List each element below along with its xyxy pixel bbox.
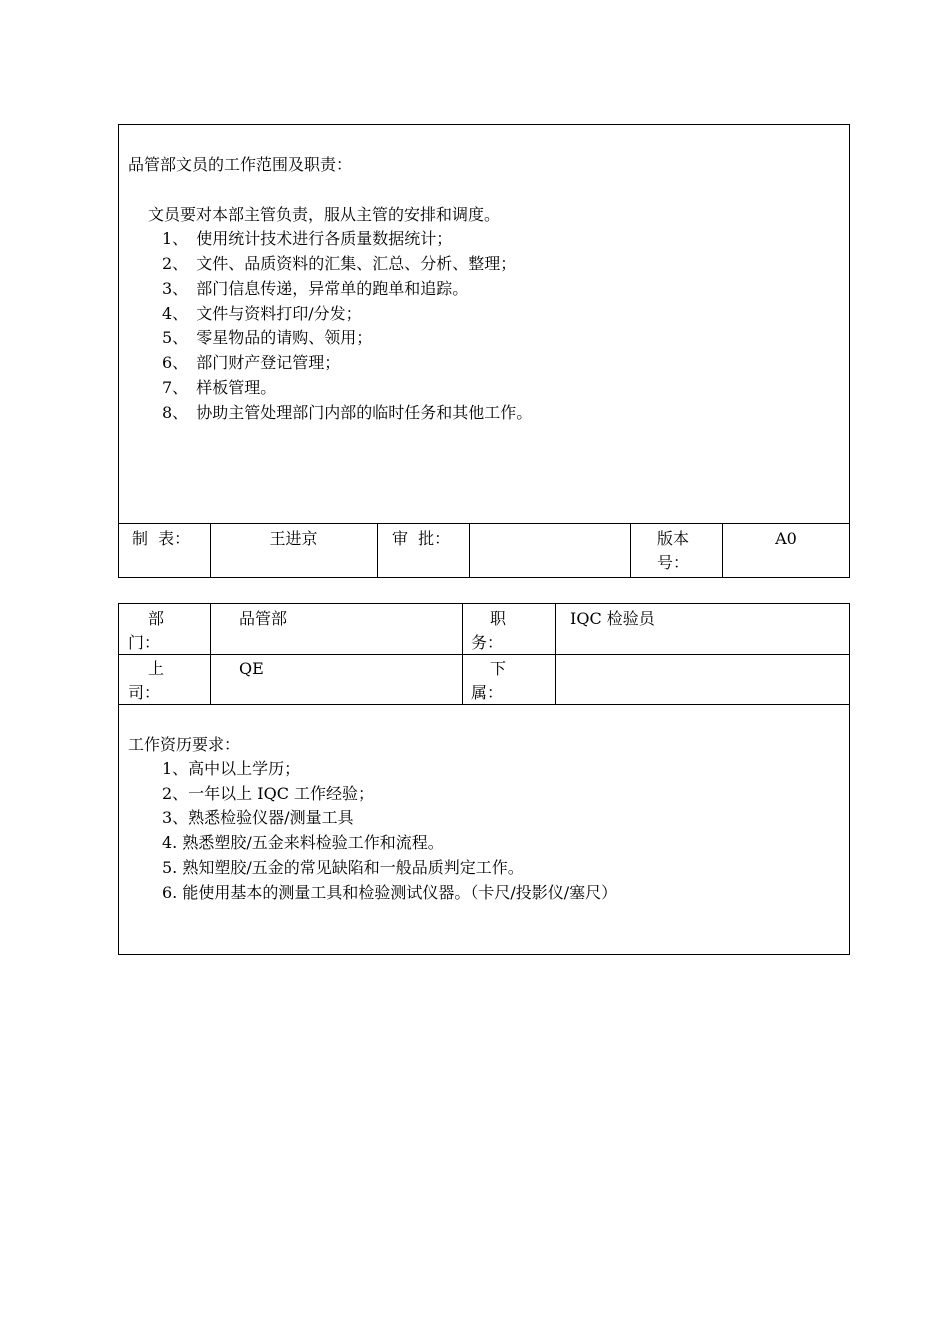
list-item-number: 3、 (162, 279, 189, 298)
superior-label-line2: 司： (128, 683, 161, 702)
position-label-line1: 职 (490, 609, 507, 628)
version-value: A0 (775, 529, 797, 548)
list-item (162, 226, 452, 251)
list-item (162, 251, 516, 276)
list-item-text: 文件、品质资料的汇集、汇总、分析、整理； (196, 254, 517, 273)
column-divider (469, 523, 470, 578)
position-table (118, 603, 850, 955)
list-item: 2、一年以上 IQC 工作经验； (162, 784, 375, 803)
list-item: 6. 能使用基本的测量工具和检验测试仪器。（卡尺/投影仪/塞尺） (162, 883, 618, 902)
list-item: 5. 熟知塑胶/五金的常见缺陷和一般品质判定工作。 (162, 858, 524, 877)
list-item-number: 4、 (162, 304, 189, 323)
department-value: 品管部 (239, 609, 288, 628)
column-divider (462, 604, 463, 704)
prepared-by-value: 王进京 (269, 529, 318, 548)
list-item (162, 276, 468, 301)
list-item-text: 使用统计技术进行各质量数据统计； (196, 229, 453, 248)
duties-intro: 文员要对本部主管负责，服从主管的安排和调度。 (148, 205, 501, 224)
superior-value: QE (239, 659, 264, 678)
column-divider (630, 523, 631, 578)
list-item-text: 部门财产登记管理； (196, 353, 341, 372)
list-item-text: 协助主管处理部门内部的临时任务和其他工作。 (196, 403, 533, 422)
column-divider (210, 604, 211, 704)
duties-table (118, 124, 850, 578)
requirements-title: 工作资历要求： (128, 735, 241, 754)
list-item-text: 零星物品的请购、领用； (196, 328, 373, 347)
list-item-number: 8、 (162, 403, 189, 422)
list-item-number: 7、 (162, 378, 189, 397)
version-label-line2: 号： (657, 553, 690, 572)
department-label-line2: 门： (128, 633, 161, 652)
list-item-number: 5、 (162, 328, 189, 347)
list-item-text: 样板管理。 (196, 378, 277, 397)
prepared-by-label: 制 表： (132, 529, 191, 548)
list-item (162, 301, 362, 326)
list-item-text: 部门信息传递，异常单的跑单和追踪。 (196, 279, 469, 298)
list-item (162, 375, 276, 400)
subordinate-label-line2: 属： (471, 683, 504, 702)
position-value: IQC 检验员 (570, 609, 655, 628)
department-label-line1: 部 (148, 609, 165, 628)
list-item: 3、熟悉检验仪器/测量工具 (162, 808, 354, 827)
approved-by-label: 审 批： (392, 529, 451, 548)
list-item-number: 1、 (162, 229, 189, 248)
column-divider (377, 523, 378, 578)
list-item (162, 325, 372, 350)
list-item-number: 6、 (162, 353, 189, 372)
list-item: 4. 熟悉塑胶/五金来料检验工作和流程。 (162, 833, 444, 852)
list-item (162, 350, 340, 375)
subordinate-label-line1: 下 (490, 659, 507, 678)
version-label-line1: 版本 (657, 529, 690, 548)
position-label-line2: 务： (471, 633, 504, 652)
list-item (162, 400, 532, 425)
superior-label-line1: 上 (148, 659, 165, 678)
list-item: 1、高中以上学历； (162, 759, 301, 778)
list-item-number: 2、 (162, 254, 189, 273)
duties-title: 品管部文员的工作范围及职责： (128, 155, 353, 174)
column-divider (555, 604, 556, 704)
row-divider (119, 523, 849, 524)
list-item-text: 文件与资料打印/分发； (196, 304, 362, 323)
